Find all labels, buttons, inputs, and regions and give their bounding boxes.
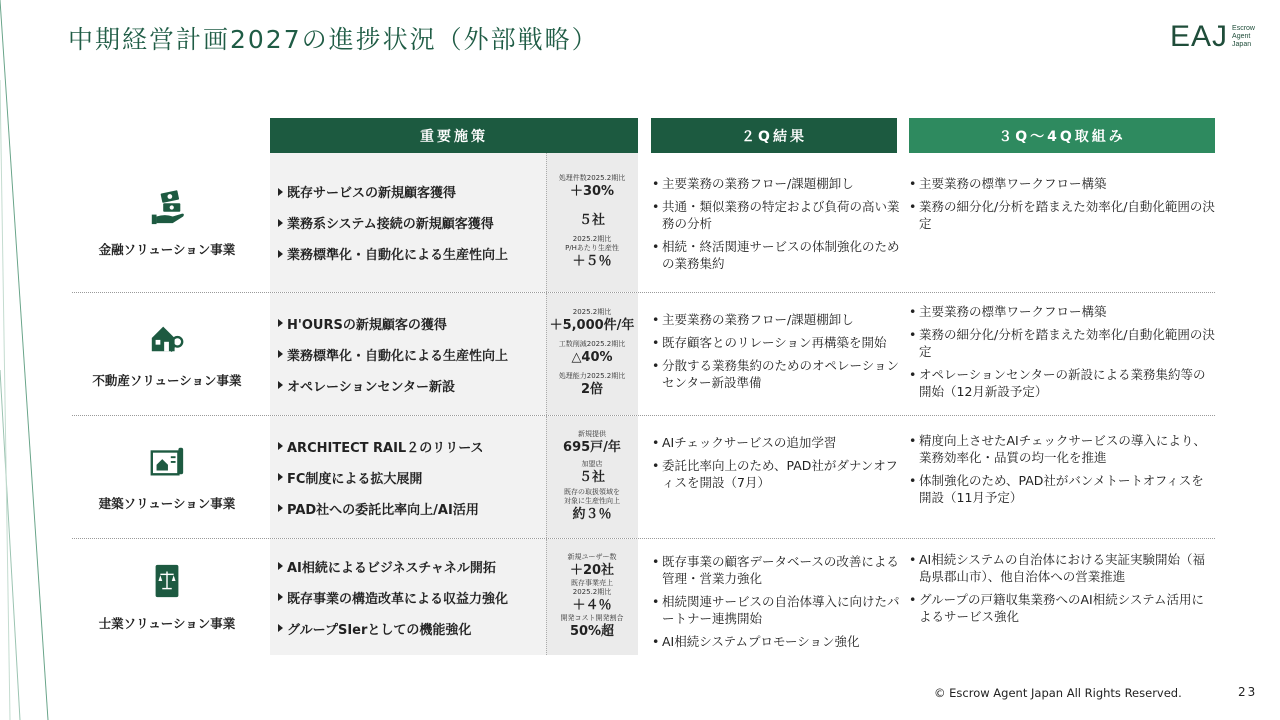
measure-item: グループSIerとしての機能強化 [278,619,546,638]
q34-initiatives [909,153,1215,292]
q34-item: • 精度向上させたAIチェックサービスの導入により、業務効率化・品質の均一化を推進 [909,432,1215,466]
page-title: 中期経営計画2027の進捗状況（外部戦略） [68,25,599,54]
building-blueprint-icon [148,442,186,480]
q2-item: • AIチェックサービスの追加学習 [652,434,902,451]
page-number: 23 [1238,685,1258,699]
kpi-list [546,416,638,538]
q34-item: • 業務の細分化/分析を踏まえた効率化/自動化範囲の決定 [909,198,1215,232]
segment-cell [72,153,262,292]
house-key-icon [148,319,186,357]
row-real-estate [72,293,1215,415]
measure-list [278,153,546,292]
measure-item: FC制度による拡大展開 [278,468,546,487]
q2-item: • 主要業務の業務フロー/課題棚卸し [652,175,902,192]
q34-item: • 体制強化のため、PAD社がバンメトートオフィスを開設（11月予定） [909,472,1215,506]
q2-item: • 既存事業の顧客データベースの改善による管理・営業力強化 [652,553,902,587]
kpi-value: ＋20社 [569,562,615,578]
header-measures: 重要施策 [270,118,638,153]
kpi-caption: 既存の取扱領域を [564,487,620,496]
q34-item: • AI相続システムの自治体における実証実験開始（福島県郡山市）、他自治体への営業推進 [909,551,1215,585]
kpi-value: 695戸/年 [563,439,621,455]
measure-item: H'OURSの新規顧客の獲得 [278,314,546,333]
decorative-lines [0,0,60,720]
q2-results [652,153,902,292]
kpi-caption: 新規ユーザー数 [567,552,617,561]
segment-cell [72,293,262,415]
kpi-caption: 2025.2期比 [572,308,612,316]
measure-item: AI相続によるビジネスチャネル開拓 [278,557,546,576]
q34-item: • 業務の細分化/分析を踏まえた効率化/自動化範囲の決定 [909,326,1215,360]
kpi-caption: 2025.2期比 [572,587,612,596]
kpi-value: ＋５％ [572,253,612,269]
q2-item: • 共通・類似業務の特定および負荷の高い業務の分析 [652,198,902,232]
kpi-list [546,539,638,655]
kpi-caption: 工数削減2025.2期比 [558,340,626,348]
measure-item: 既存サービスの新規顧客獲得 [278,182,546,201]
segment-cell [72,539,262,655]
q2-item: • 相続関連サービスの自治体導入に向けたパートナー連携開始 [652,593,902,627]
q2-item: • 分散する業務集約のためのオペレーションセンター新設準備 [652,357,902,391]
measure-list [278,416,546,538]
kpi-caption: 対象に生産性向上 [564,496,620,505]
q2-item: • AI相続システムプロモーション強化 [652,633,902,650]
kpi-list [546,293,638,415]
q2-results [652,539,902,655]
company-logo [1170,20,1255,54]
q2-results [652,416,902,538]
q2-item: • 主要業務の業務フロー/課題棚卸し [652,311,902,328]
logo-subtext: Escrow Agent Japan [1232,25,1255,48]
measure-list [278,539,546,655]
row-architecture [72,416,1215,538]
kpi-value: ＋４％ [572,597,612,613]
kpi-value: ５社 [578,469,605,485]
q34-item: • グループの戸籍収集業務へのAI相続システム活用によるサービス強化 [909,591,1215,625]
kpi-caption: 処理件数2025.2期比 [558,173,626,182]
segment-cell [72,416,262,538]
q34-initiatives [909,416,1215,538]
kpi-caption: 既存事業売上 [571,578,613,587]
law-book-icon [148,562,186,600]
money-hand-icon [148,188,186,226]
kpi-caption: 新規提供 [578,429,606,438]
kpi-caption: 開発コスト開発割合 [560,613,624,622]
measure-item: 業務標準化・自動化による生産性向上 [278,345,546,364]
kpi-caption: P/Hあたり生産性 [565,243,619,252]
kpi-value: 約３％ [572,506,612,522]
q2-item: • 相続・終活関連サービスの体制強化のための業務集約 [652,238,902,272]
q34-initiatives [909,539,1215,655]
logo-mark: EAJ [1170,20,1229,53]
q34-item: • 主要業務の標準ワークフロー構築 [909,303,1215,320]
kpi-value: ＋30% [569,183,615,199]
kpi-value: ５社 [578,212,605,228]
measure-item: 業務標準化・自動化による生産性向上 [278,244,546,263]
kpi-caption: 2025.2期比 [572,234,612,243]
measure-item: 既存事業の構造改革による収益力強化 [278,588,546,607]
q34-item: • 主要業務の標準ワークフロー構築 [909,175,1215,192]
kpi-caption: 加盟店 [581,459,603,468]
q34-item: • オペレーションセンターの新設による業務集約等の開始（12月新設予定） [909,366,1215,400]
header-q3-q4-initiatives: ３Q～4Q取組み [909,118,1215,153]
q2-item: • 既存顧客とのリレーション再構築を開始 [652,334,902,351]
row-finance [72,153,1215,292]
measure-item: オペレーションセンター新設 [278,376,546,395]
segment-label: 建築ソリューション事業 [98,496,236,511]
header-q2-results: ２Q結果 [651,118,897,153]
row-professional [72,539,1215,655]
measure-item: PAD社への委託比率向上/AI活用 [278,499,546,518]
segment-label: 金融ソリューション事業 [98,241,236,257]
measure-list [278,293,546,415]
q2-results [652,293,902,415]
kpi-value: 2倍 [580,382,604,397]
measure-item: 業務系システム接続の新規顧客獲得 [278,213,546,232]
q2-item: • 委託比率向上のため、PAD社がダナンオフィスを開設（7月） [652,457,902,491]
q34-initiatives [909,293,1215,415]
kpi-value: ＋5,000件/年 [549,318,635,333]
kpi-value: 50%超 [569,623,615,639]
segment-label: 不動産ソリューション事業 [92,373,242,388]
segment-label: 士業ソリューション事業 [98,616,236,631]
kpi-list [546,153,638,292]
kpi-caption: 処理能力2025.2期比 [558,372,626,380]
copyright: © Escrow Agent Japan All Rights Reserved. [934,686,1182,700]
kpi-value: △40% [571,350,613,365]
measure-item: ARCHITECT RAIL２のリリース [278,437,546,456]
